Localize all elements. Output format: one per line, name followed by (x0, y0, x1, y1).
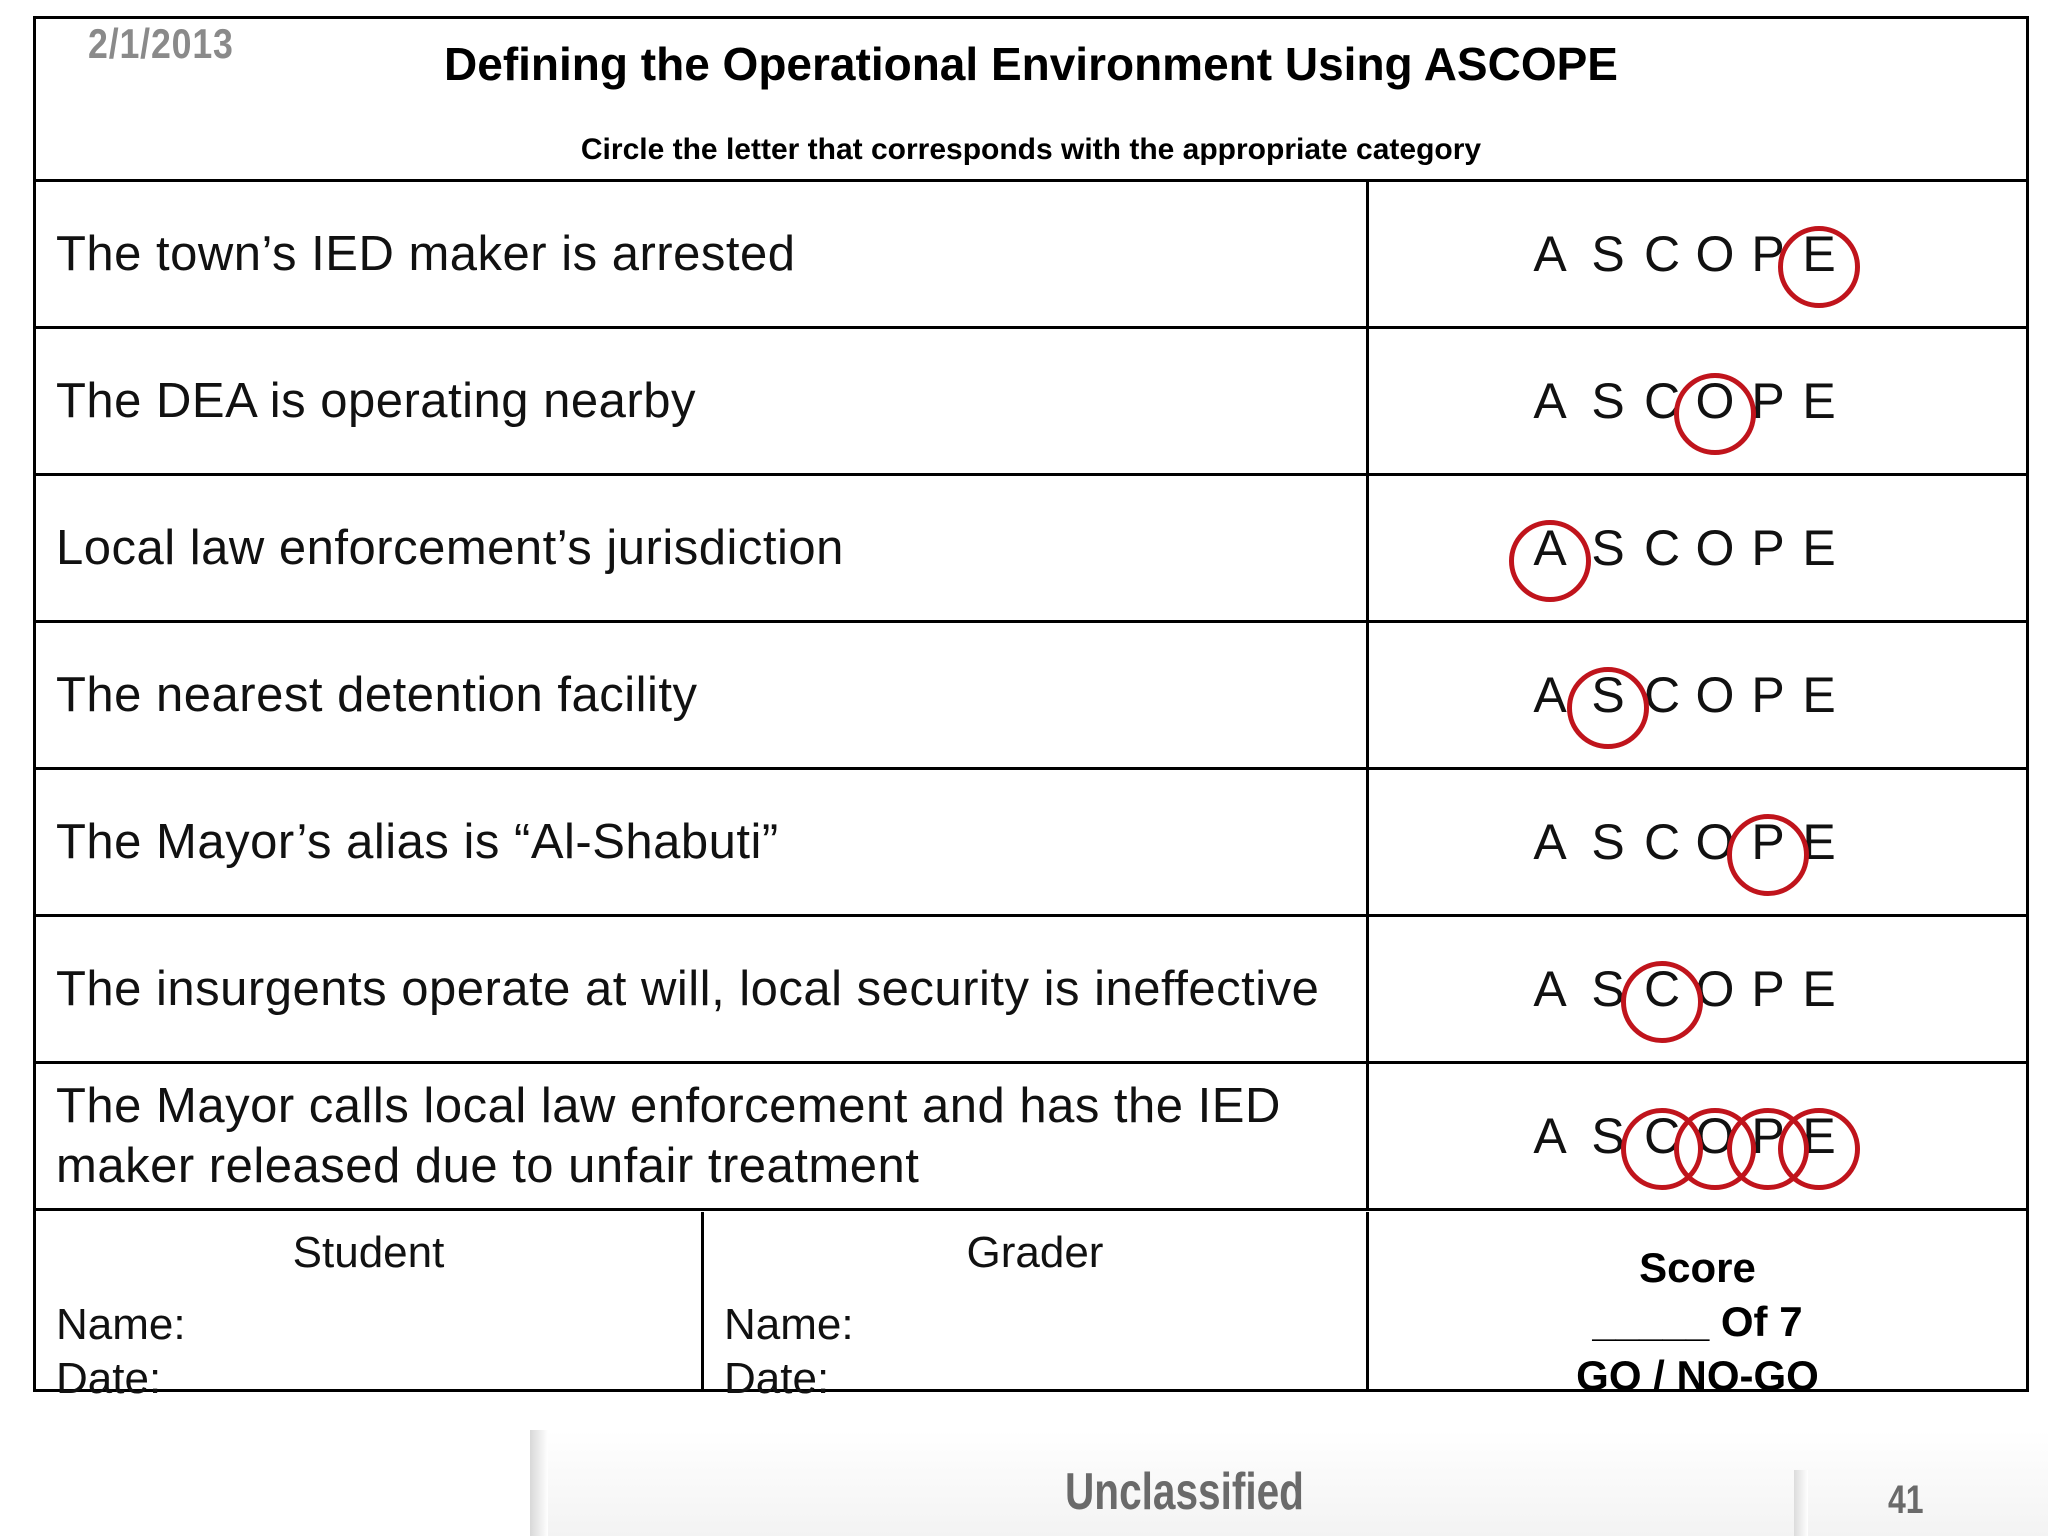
score-cell (1369, 1212, 2026, 1399)
student-name-label: Name: (56, 1300, 186, 1349)
student-heading: Student (292, 1228, 445, 1277)
grader-name-label: Name: (724, 1300, 854, 1349)
question-text: Local law enforcement’s jurisdiction (56, 521, 844, 575)
grader-heading: Grader (966, 1228, 1104, 1277)
worksheet-title: Defining the Operational Environment Using ASCOPE (444, 38, 1618, 90)
ascope-letter-group (1369, 329, 2026, 473)
ascope-letter[interactable]: C (1643, 961, 1681, 1017)
ascope-letter[interactable]: P (1751, 226, 1785, 282)
ascope-letter[interactable]: S (1591, 667, 1625, 723)
ascope-letter[interactable]: E (1802, 1108, 1836, 1164)
worksheet-instruction: Circle the letter that corresponds with the appropriate category (580, 133, 1482, 166)
answer-circle (1778, 1108, 1860, 1190)
ascope-letter[interactable]: E (1802, 667, 1836, 723)
ascope-letter[interactable]: O (1695, 1108, 1735, 1164)
ascope-letter[interactable]: P (1751, 814, 1785, 870)
ascope-letter-group (1369, 476, 2026, 620)
question-row (36, 623, 2026, 770)
student-date-label: Date: (56, 1354, 162, 1403)
ascope-letter[interactable]: A (1533, 520, 1567, 576)
ascope-letter[interactable]: P (1751, 373, 1785, 429)
worksheet-footer (36, 1212, 2026, 1403)
ascope-letter[interactable]: E (1802, 814, 1836, 870)
ascope-letter[interactable]: P (1751, 520, 1785, 576)
slide-date: 2/1/2013 (88, 20, 234, 67)
ascope-letter[interactable]: A (1533, 667, 1567, 723)
student-cell (36, 1212, 701, 1403)
answer-circle (1509, 520, 1591, 602)
ascope-letter[interactable]: A (1533, 226, 1567, 282)
ascope-letter[interactable]: P (1751, 1108, 1785, 1164)
ascope-letter[interactable]: C (1643, 814, 1681, 870)
question-row (36, 476, 2026, 623)
question-text: The DEA is operating nearby (56, 374, 696, 428)
question-row (36, 917, 2026, 1064)
answer-circle (1674, 373, 1756, 455)
ascope-letter[interactable]: E (1802, 961, 1836, 1017)
ascope-letter[interactable]: C (1643, 667, 1681, 723)
ascope-letter[interactable]: S (1591, 961, 1625, 1017)
ascope-letter[interactable]: O (1695, 667, 1735, 723)
score-of-line: _____ Of 7 (1592, 1298, 1803, 1345)
ascope-letter[interactable]: A (1533, 1108, 1567, 1164)
ascope-worksheet (33, 16, 2029, 1403)
question-text: The town’s IED maker is arrested (56, 227, 796, 281)
answer-circle (1567, 667, 1649, 749)
ascope-letter-group (1369, 1064, 2026, 1208)
ascope-letter[interactable]: O (1695, 814, 1735, 870)
answer-circle (1621, 961, 1703, 1043)
ascope-letter[interactable]: P (1751, 961, 1785, 1017)
answer-circle (1727, 814, 1809, 896)
score-result: GO / NO-GO (1576, 1352, 1819, 1399)
ascope-letter[interactable]: E (1802, 226, 1836, 282)
question-text: The Mayor’s alias is “Al-Shabuti” (56, 815, 779, 869)
ascope-letter[interactable]: P (1751, 667, 1785, 723)
grader-date-label: Date: (724, 1354, 830, 1403)
ascope-letter[interactable]: O (1695, 373, 1735, 429)
grader-cell (704, 1212, 1366, 1403)
ascope-letter[interactable]: O (1695, 226, 1735, 282)
page-number: 41 (1888, 1478, 1924, 1522)
question-row (36, 770, 2026, 917)
ascope-letter[interactable]: A (1533, 961, 1567, 1017)
ascope-letter[interactable]: S (1591, 1108, 1625, 1164)
question-row (36, 1064, 2026, 1211)
ascope-letter[interactable]: S (1591, 373, 1625, 429)
question-text: The nearest detention facility (56, 668, 698, 722)
ascope-letter-group (1369, 770, 2026, 914)
question-text: The Mayor calls local law enforcement and has the IED maker released due to unfair treatment (56, 1079, 1281, 1193)
classification-label: Unclassified (1065, 1463, 1304, 1521)
score-heading: Score (1639, 1244, 1756, 1291)
ascope-letter[interactable]: A (1533, 373, 1567, 429)
ascope-letter[interactable]: E (1802, 373, 1836, 429)
question-row (36, 329, 2026, 476)
ascope-letter-group (1369, 182, 2026, 326)
ascope-letter[interactable]: A (1533, 814, 1567, 870)
question-text: The insurgents operate at will, local security is ineffective (56, 962, 1320, 1016)
ascope-letter[interactable]: S (1591, 226, 1625, 282)
ascope-letter[interactable]: S (1591, 814, 1625, 870)
ascope-letter[interactable]: C (1643, 226, 1681, 282)
ascope-letter[interactable]: C (1643, 373, 1681, 429)
ascope-letter[interactable]: C (1643, 1108, 1681, 1164)
ascope-letter[interactable]: O (1695, 520, 1735, 576)
ascope-letter[interactable]: O (1695, 961, 1735, 1017)
ascope-letter[interactable]: E (1802, 520, 1836, 576)
ascope-letter[interactable]: S (1591, 520, 1625, 576)
answer-circle (1778, 226, 1860, 308)
ascope-letter-group (1369, 917, 2026, 1061)
ascope-letter[interactable]: C (1643, 520, 1681, 576)
worksheet-header (36, 19, 2026, 182)
question-row (36, 182, 2026, 329)
ascope-letter-group (1369, 623, 2026, 767)
